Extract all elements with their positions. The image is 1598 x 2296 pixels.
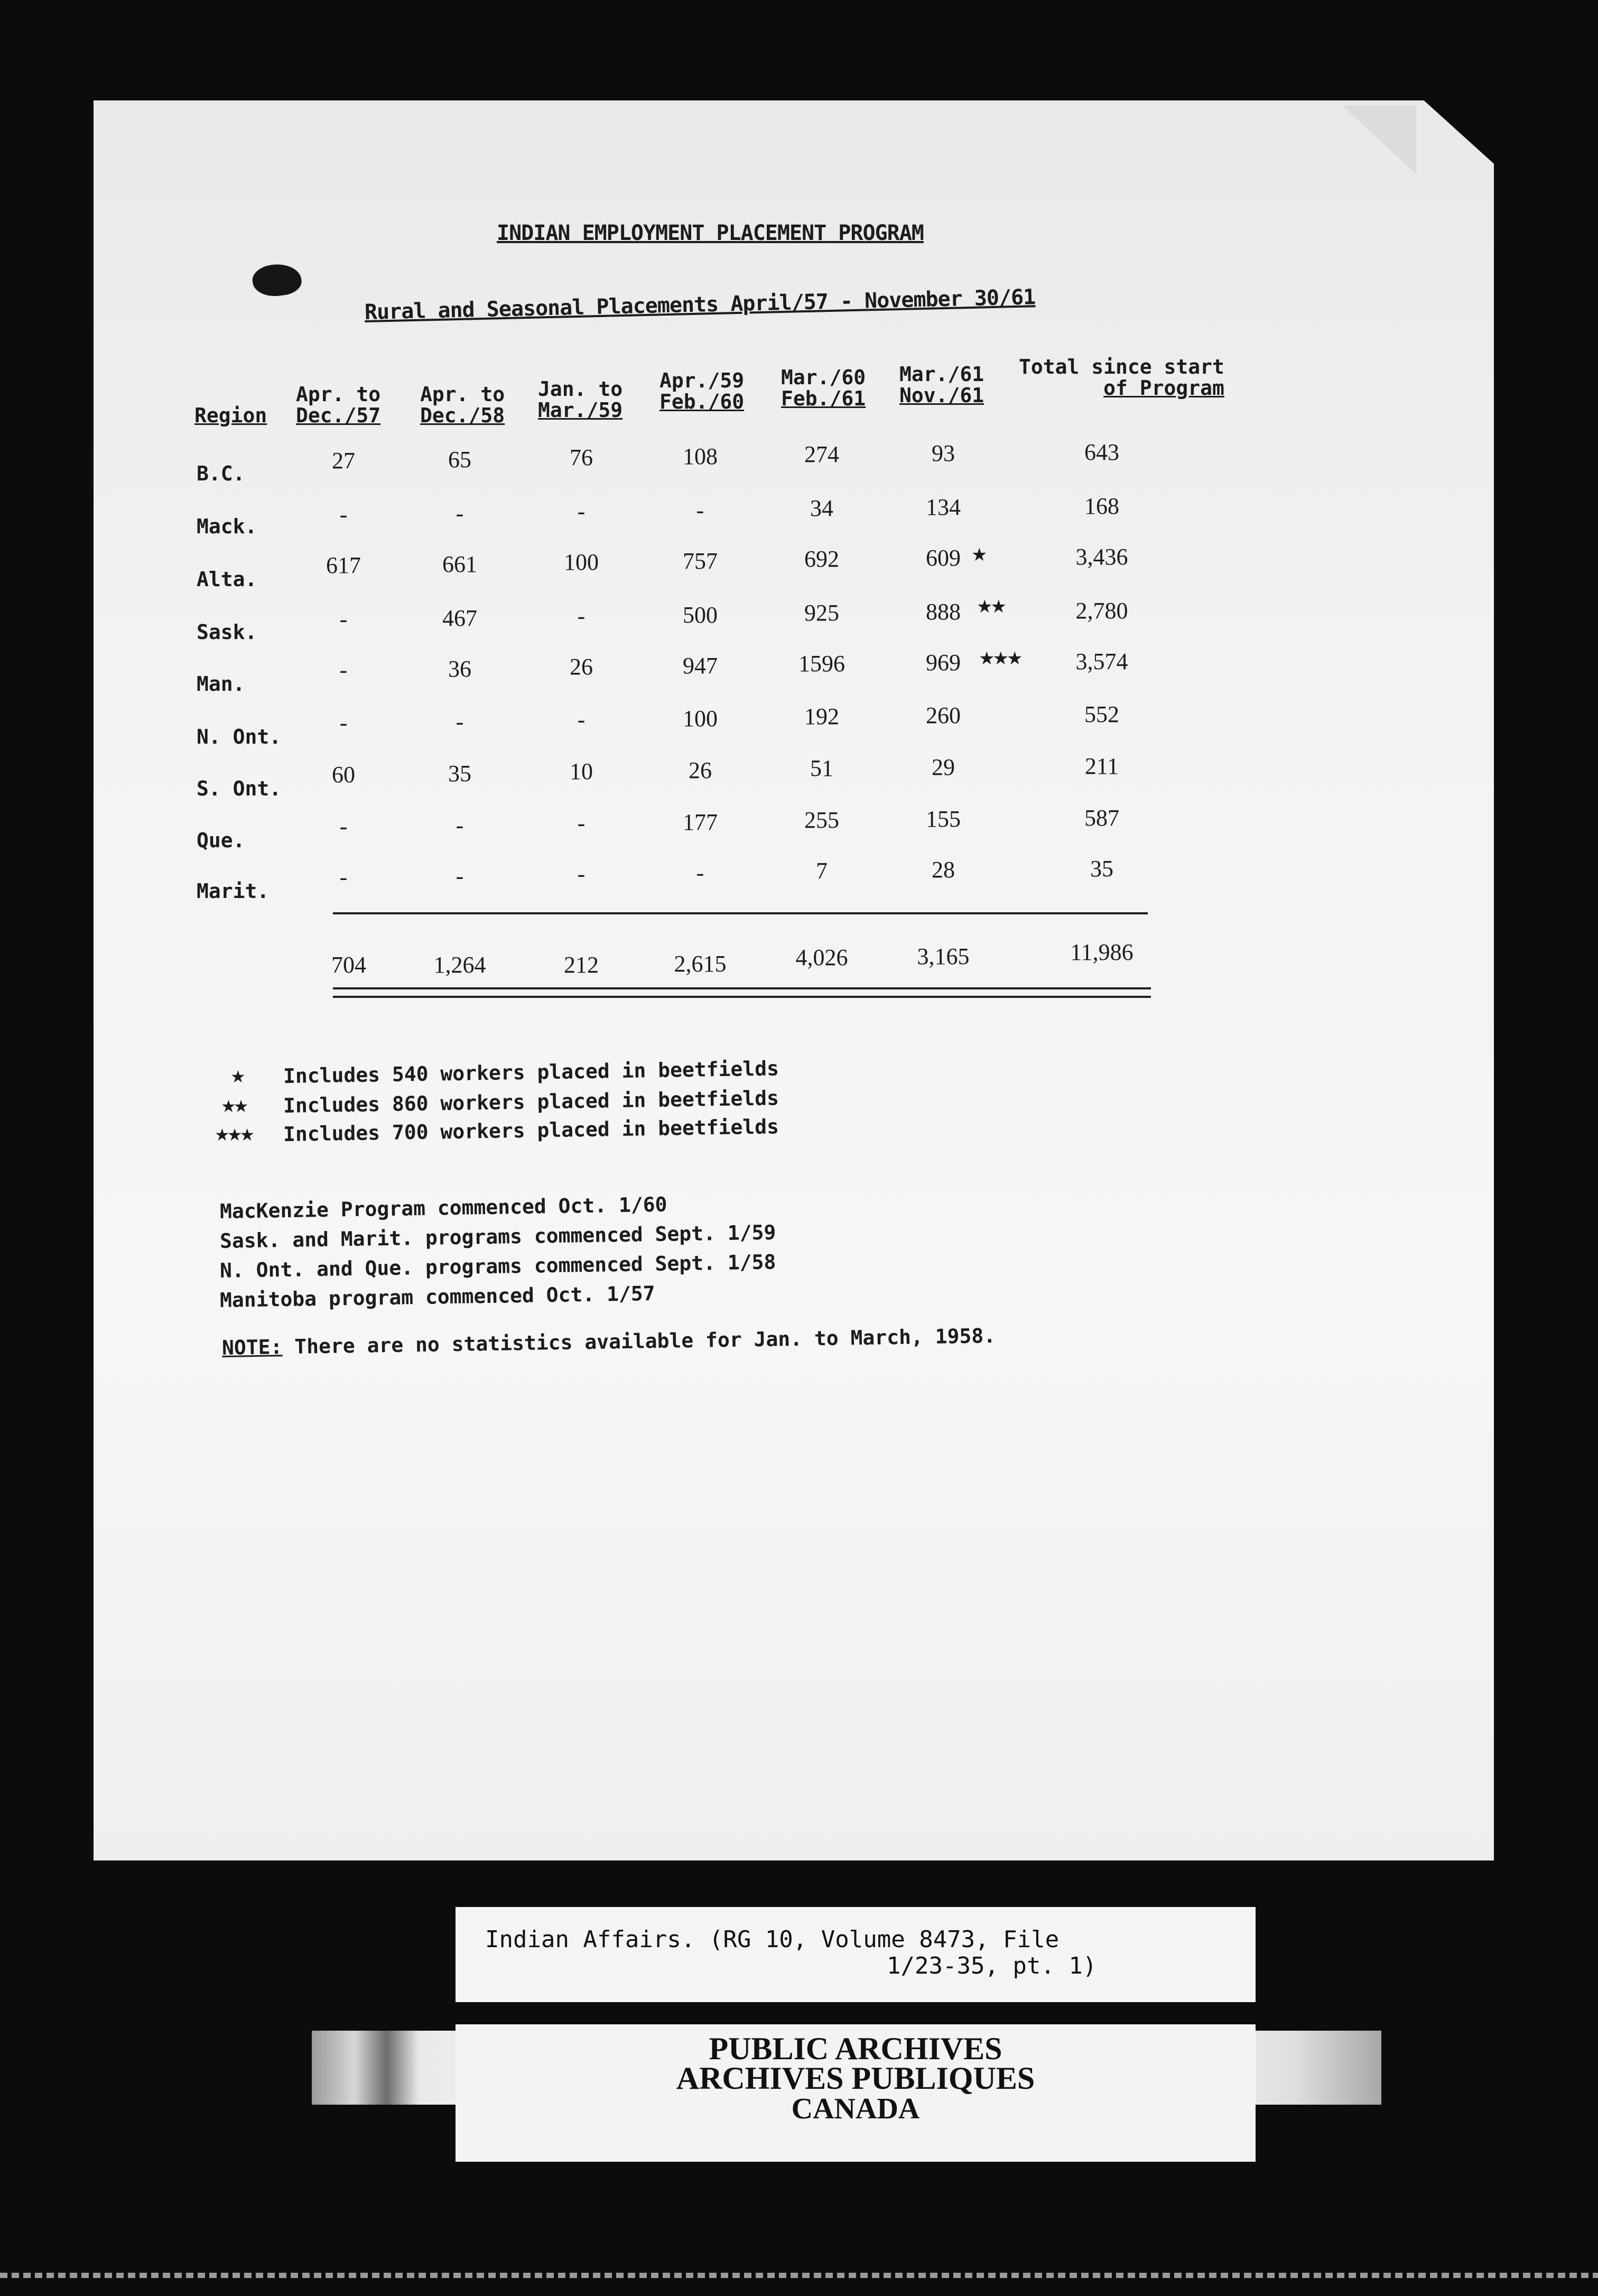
table-header-col-3 [538, 378, 623, 421]
header-line-2: Dec./58 [420, 404, 505, 427]
table-cell: - [339, 864, 348, 890]
table-header-col-total [1019, 356, 1224, 399]
header-line-1: Apr./59 [659, 369, 745, 392]
table-cell: 260 [926, 702, 961, 728]
table-cell: 177 [683, 809, 718, 835]
table-total-cell: 212 [564, 952, 599, 978]
table-cell: 65 [448, 447, 471, 473]
row-label: B.C. [197, 462, 245, 485]
footnote: Includes 700 workers placed in beetfields [283, 1115, 779, 1146]
table-cell: 1596 [798, 651, 845, 677]
table-cell: - [456, 709, 464, 735]
footnote: Includes 540 workers placed in beetfields [283, 1057, 779, 1088]
table-cell: 51 [810, 755, 833, 781]
film-edge [0, 2273, 1598, 2278]
table-header-col-5 [781, 367, 866, 409]
table-cell: 155 [926, 806, 961, 832]
star-mark-3: ★★★ [979, 648, 1021, 669]
table-cell: 134 [926, 494, 961, 520]
header-line-1: Apr. to [420, 383, 505, 406]
star-mark-1: ★ [971, 544, 986, 566]
table-cell: - [577, 707, 586, 733]
table-total-cell: 2,615 [674, 951, 727, 977]
row-label: N. Ont. [197, 725, 282, 748]
table-cell: - [456, 863, 464, 889]
table-cell: 108 [683, 443, 718, 469]
header-line-1: Apr. to [296, 383, 381, 406]
table-header-region: Region [194, 404, 267, 427]
table-total-cell: 11,986 [1070, 939, 1134, 965]
footnote-mark: ★★ [221, 1096, 246, 1116]
table-cell: 10 [570, 758, 593, 784]
reference-line-2: 1/23-35, pt. 1) [887, 1952, 1097, 1979]
table-cell: 60 [332, 762, 355, 788]
table-cell: 7 [816, 858, 828, 884]
header-line-2: Feb./60 [659, 390, 745, 413]
table-cell: - [456, 501, 464, 526]
header-line-2: Mar./59 [538, 399, 623, 422]
footnote-mark: ★★★ [215, 1125, 253, 1145]
table-cell: 757 [683, 548, 718, 574]
program-note: Manitoba program commenced Oct. 1/57 [219, 1282, 655, 1312]
table-cell: 3,436 [1075, 544, 1128, 570]
table-header-col-1 [296, 384, 380, 426]
table-cell: - [339, 813, 348, 839]
table-header-col-4 [659, 370, 744, 412]
header-line-2: Dec./57 [296, 404, 381, 427]
table-cell: 35 [448, 761, 471, 786]
table-cell: 100 [683, 706, 718, 732]
table-cell: 100 [564, 549, 599, 575]
archive-stamp-line-2: ARCHIVES PUBLIQUES [676, 2061, 1035, 2096]
note-text: There are no statistics available for Jan. to March, 1958. [294, 1324, 996, 1358]
table-cell: 27 [332, 448, 355, 474]
table-cell: - [696, 860, 704, 886]
table-cell: - [339, 657, 348, 683]
row-label: Que. [197, 829, 245, 852]
table-cell: 168 [1084, 493, 1119, 519]
table-cell: 93 [932, 440, 955, 466]
table-cell: 925 [804, 600, 839, 626]
table-cell: 947 [683, 653, 718, 679]
table-cell: 3,574 [1075, 649, 1128, 674]
table-cell: 26 [689, 757, 712, 783]
table-cell: 192 [804, 703, 839, 729]
table-cell: - [577, 603, 586, 629]
header-line-2: Feb./61 [781, 387, 866, 410]
table-cell: 643 [1084, 439, 1119, 465]
table-cell: - [339, 710, 348, 736]
program-note: Sask. and Marit. programs commenced Sept. 1/59 [219, 1220, 776, 1253]
table-total-cell: 4,026 [795, 945, 848, 970]
table-cell: 587 [1084, 805, 1119, 831]
table-cell: 34 [810, 495, 833, 521]
footnote: Includes 860 workers placed in beetfields [283, 1086, 779, 1117]
reference-card [456, 1907, 1256, 2002]
row-label: Man. [197, 672, 245, 696]
archive-stamp-line-1: PUBLIC ARCHIVES [709, 2031, 1002, 2066]
row-label: Marit. [197, 879, 270, 903]
header-line-2: of Program [1103, 376, 1224, 400]
document-title: INDIAN EMPLOYMENT PLACEMENT PROGRAM [497, 221, 924, 245]
table-cell: 2,780 [1075, 598, 1128, 624]
table-cell: 28 [932, 857, 955, 883]
row-label: S. Ont. [197, 777, 282, 800]
header-line-1: Mar./60 [781, 366, 866, 389]
table-cell: 617 [326, 552, 361, 578]
table-cell: 36 [448, 656, 471, 682]
star-mark-2: ★★ [977, 596, 1005, 617]
table-header-col-6 [899, 364, 984, 406]
table-cell: - [577, 810, 586, 836]
program-note: N. Ont. and Que. programs commenced Sept. 1/58 [219, 1250, 776, 1282]
table-cell: - [577, 861, 586, 887]
table-cell: 969 [926, 650, 961, 675]
table-cell: 609 [926, 545, 961, 571]
table-cell: 76 [570, 445, 593, 470]
document-sheet [94, 100, 1494, 1860]
program-note: MacKenzie Program commenced Oct. 1/60 [219, 1192, 667, 1223]
folded-corner [1342, 106, 1416, 174]
table-cell: - [339, 606, 348, 632]
footnote-mark: ★ [230, 1067, 243, 1087]
header-line-2: Nov./61 [899, 384, 984, 407]
table-total-cell: 704 [331, 952, 366, 978]
table-cell: 211 [1084, 753, 1119, 779]
table-cell: 29 [932, 754, 955, 780]
table-total-cell: 3,165 [917, 943, 970, 969]
table-cell: - [696, 497, 704, 523]
note-label: NOTE: [221, 1335, 283, 1359]
row-label: Alta. [197, 568, 257, 591]
table-cell: 661 [442, 551, 477, 577]
table-cell: 888 [926, 599, 961, 625]
row-label: Sask. [197, 621, 257, 644]
header-line-1: Jan. to [538, 377, 623, 401]
table-cell: 500 [683, 602, 718, 628]
archive-stamp-line-3: CANADA [791, 2093, 920, 2125]
reference-line-1: Indian Affairs. (RG 10, Volume 8473, File [485, 1926, 1060, 1953]
row-label: Mack. [197, 515, 257, 538]
total-rule-1 [333, 987, 1151, 989]
table-cell: 255 [804, 807, 839, 833]
header-line-1: Total since start [1019, 355, 1224, 378]
table-cell: 35 [1090, 856, 1113, 882]
total-rule-2 [333, 996, 1151, 998]
table-total-cell: 1,264 [433, 952, 486, 978]
table-cell: - [456, 812, 464, 838]
table-cell: 692 [804, 546, 839, 572]
table-header-col-2 [420, 384, 505, 426]
table-cell: 552 [1084, 701, 1119, 727]
subtotal-rule [333, 912, 1148, 914]
table-cell: - [339, 502, 348, 527]
document-subtitle: Rural and Seasonal Placements April/57 - November 30/61 [364, 285, 1036, 325]
table-cell: 274 [804, 441, 839, 467]
table-cell: - [577, 498, 586, 524]
header-line-1: Mar./61 [899, 363, 984, 386]
table-cell: 467 [442, 605, 477, 631]
table-cell: 26 [570, 654, 593, 680]
